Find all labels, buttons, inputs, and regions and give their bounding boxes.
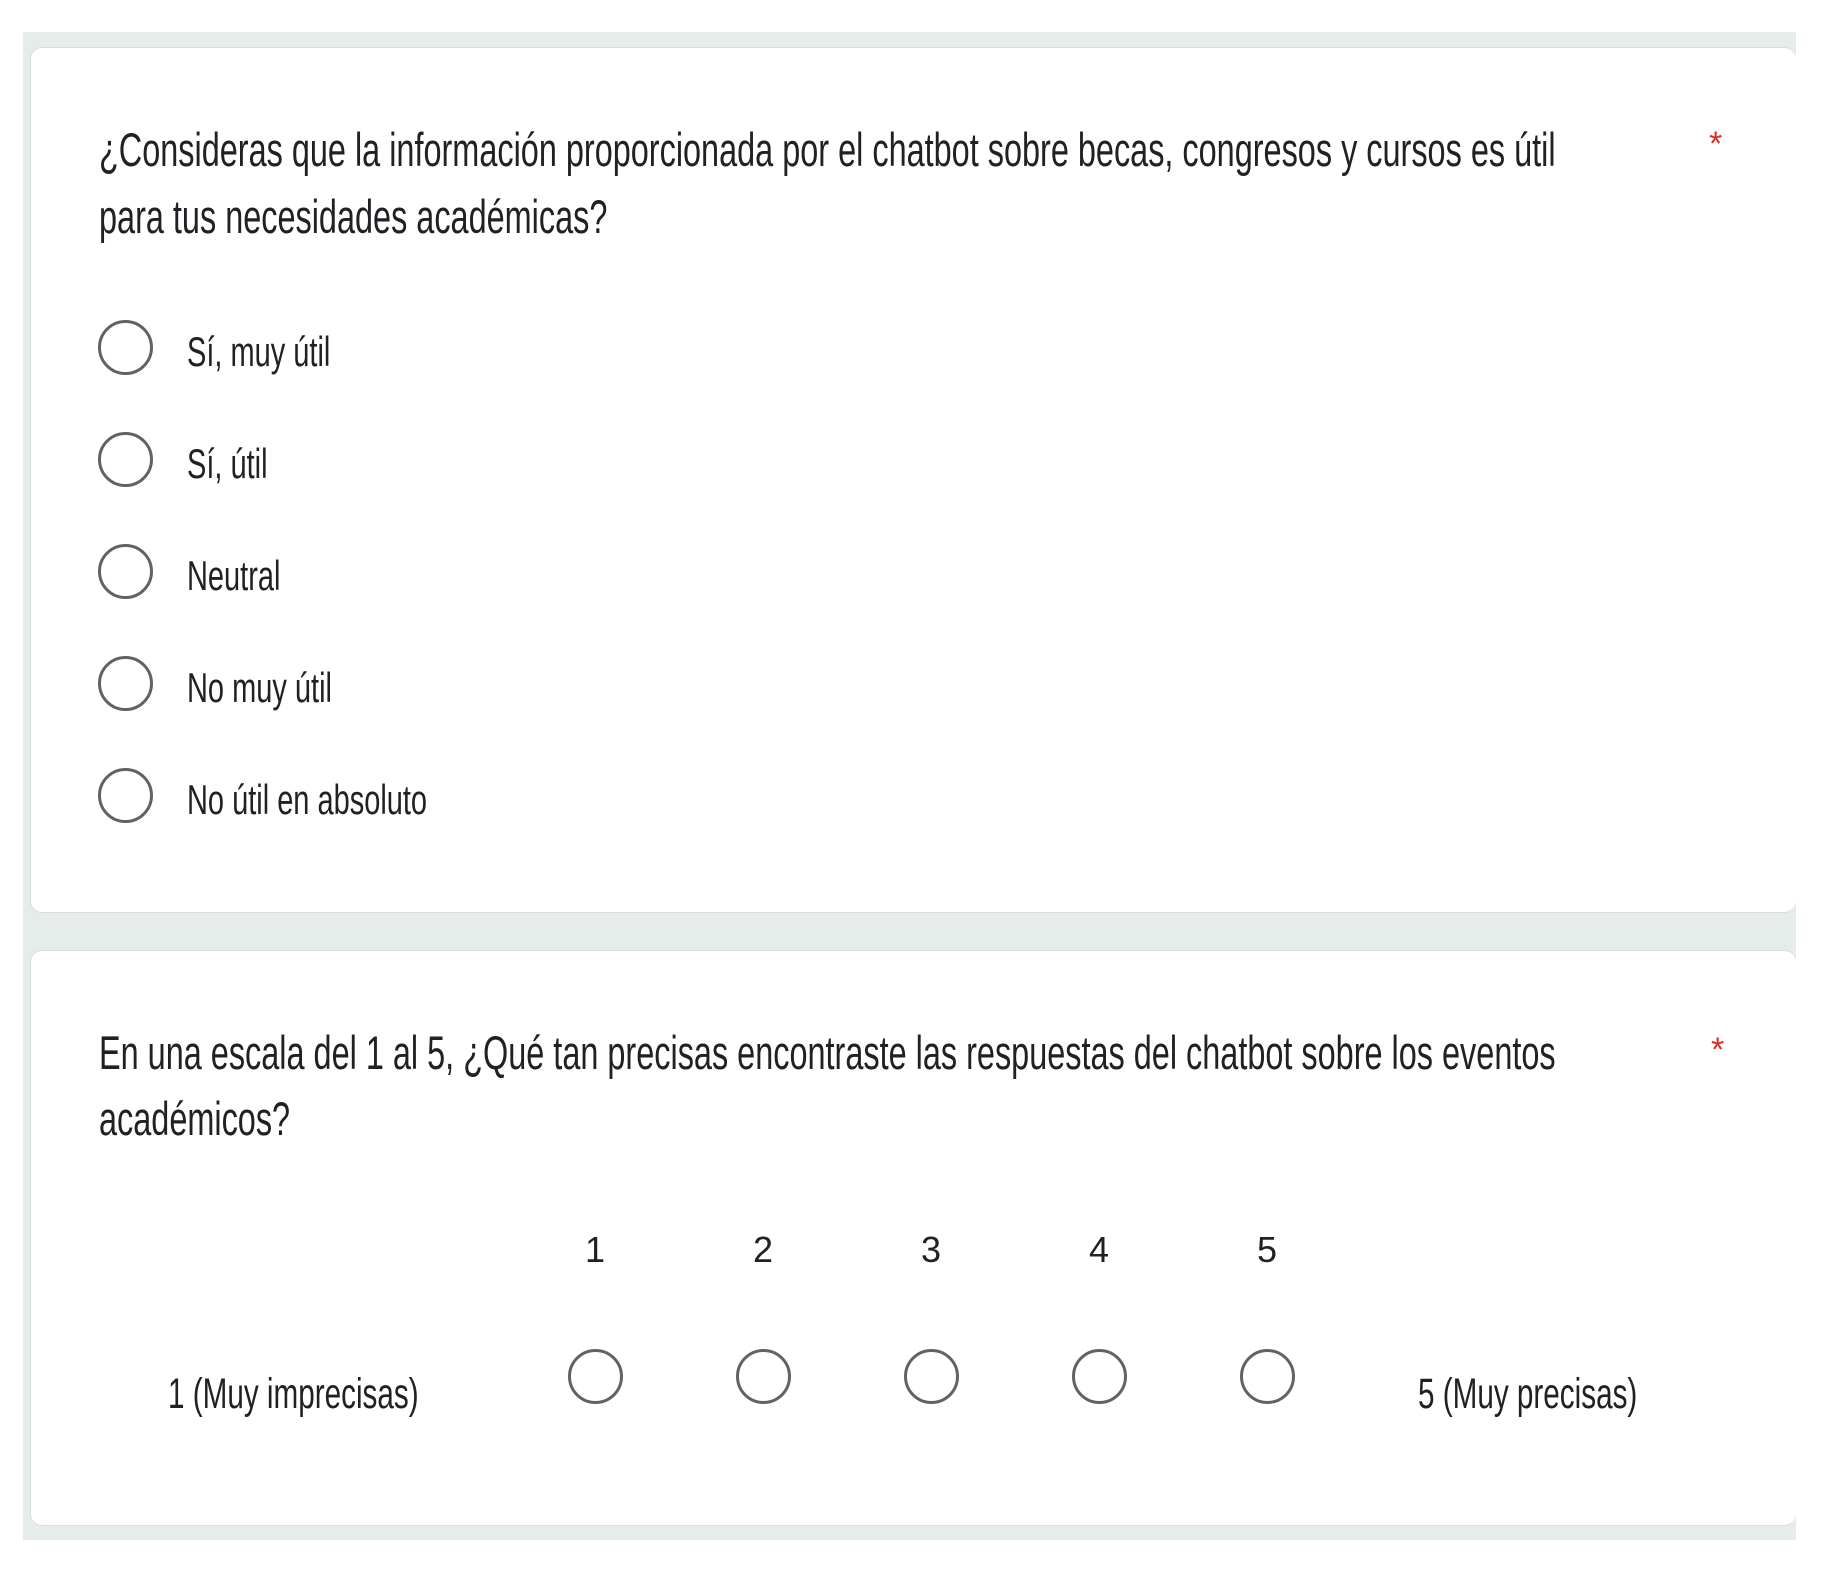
option-label: Sí, útil — [187, 440, 268, 487]
question-title-line-1: En una escala del 1 al 5, ¿Qué tan precisas encontraste las respuestas del chatbot sobre los eventos — [99, 1026, 1556, 1079]
required-asterisk: * — [1709, 125, 1723, 163]
option-label: Sí, muy útil — [187, 328, 331, 375]
radio-button[interactable] — [98, 544, 153, 599]
scale-radio-2[interactable] — [736, 1349, 791, 1404]
scale-value-5: 5 — [1256, 1229, 1278, 1270]
scale-min-label: 1 (Muy imprecisas) — [168, 1370, 419, 1418]
scale-value-4: 4 — [1088, 1229, 1110, 1270]
question-title-line-2: para tus necesidades académicas? — [99, 190, 608, 243]
option-si-util[interactable] — [0, 429, 800, 489]
scale-value-3: 3 — [920, 1229, 942, 1270]
question-title-line-1: ¿Consideras que la información proporcionada por el chatbot sobre becas, congresos y cursos es útil — [99, 123, 1556, 176]
scale-radio-3[interactable] — [904, 1349, 959, 1404]
option-si-muy-util[interactable] — [0, 317, 800, 377]
scale-radio-4[interactable] — [1072, 1349, 1127, 1404]
option-label: No muy útil — [187, 664, 332, 711]
option-label: No útil en absoluto — [187, 776, 428, 823]
question-title-line-2: académicos? — [99, 1092, 291, 1145]
scale-value-2: 2 — [752, 1229, 774, 1270]
radio-button[interactable] — [98, 432, 153, 487]
option-no-muy-util[interactable] — [0, 653, 800, 713]
required-asterisk: * — [1711, 1031, 1725, 1069]
option-label: Neutral — [187, 552, 281, 599]
scale-max-label: 5 (Muy precisas) — [1418, 1370, 1638, 1418]
scale-radio-5[interactable] — [1240, 1349, 1295, 1404]
radio-button[interactable] — [98, 320, 153, 375]
option-no-util-en-absoluto[interactable] — [0, 765, 800, 825]
radio-button[interactable] — [98, 656, 153, 711]
scale-value-1: 1 — [584, 1229, 606, 1270]
option-neutral[interactable] — [0, 541, 800, 601]
scale-radio-1[interactable] — [568, 1349, 623, 1404]
radio-button[interactable] — [98, 768, 153, 823]
